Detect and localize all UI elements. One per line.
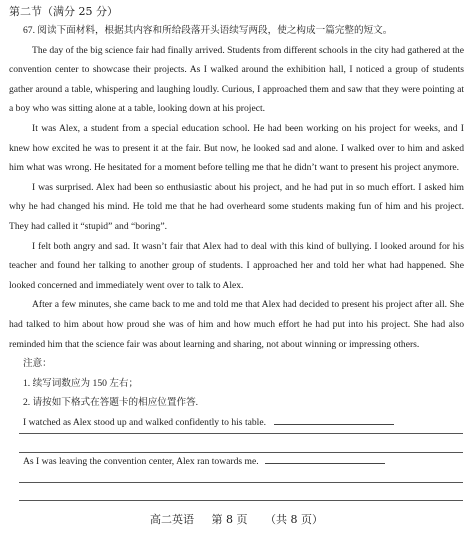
footer-total: （共 8 页） [265, 513, 323, 526]
prompt-2-text: As I was leaving the convention center, Alex ran towards me. [23, 456, 259, 467]
answer-line[interactable] [19, 433, 463, 434]
answer-blank-1[interactable] [274, 423, 394, 425]
paragraph-1: The day of the big science fair had finally arrived. Students from different schools in the city had gathered at the convention center to showcase their projects. As I walked around the exhibition hall, I noticed a group of students gather around a table, whispering and laughing loudly. Curious, I approached them and saw that they were pointing at a boy who was sitting alone at a table, looking down at his project. [9, 44, 464, 115]
paragraph-2: It was Alex, a student from a special education school. He had been working on his project for weeks, and I knew how excited he was to present it at the fair. But now, he looked sad and alone. I walked over to him and asked him what was wrong. He hesitated for a moment before telling me that he didn’t want to present his project anymore. [9, 122, 464, 174]
section-title: 第二节（满分 25 分） [9, 5, 118, 18]
notes-heading: 注意： [23, 358, 52, 370]
second-prompt-block [9, 452, 464, 472]
question-instruction: 67. 阅读下面材料，根据其内容和所给段落开头语续写两段，使之构成一篇完整的短文。 [23, 25, 393, 36]
paragraph-3: I was surprised. Alex had been so enthusiastic about his project, and he had put in so much effort. I asked him why he had changed his mind. He told me that he had overheard some students making fun of him and his project. They had called it “stupid” and “boring”. [9, 181, 464, 232]
note-item-1: 1. 续写词数应为 150 左右； [23, 377, 139, 389]
prompt-1-text: I watched as Alex stood up and walked confidently to his table. [23, 416, 266, 428]
prompt-2 [9, 452, 464, 472]
reading-material [9, 21, 464, 432]
page-footer [0, 513, 473, 527]
answer-line[interactable] [19, 482, 463, 483]
paragraph-5: After a few minutes, she came back to me and told me that Alex had decided to present his project after all. She had talked to him about how proud she was of him and how much effort he had put into his project. She had also reminded him that the science fair was about learning and sharing, not about winning or impressing others. [9, 299, 464, 350]
answer-line[interactable] [19, 500, 463, 501]
footer-subject: 高二英语 [150, 513, 194, 526]
note-item-2: 2. 请按如下格式在答题卡的相应位置作答. [23, 397, 199, 409]
prompt-1 [9, 413, 464, 433]
footer-page: 第 8 页 [211, 513, 248, 526]
answer-blank-2[interactable] [265, 462, 385, 464]
paragraph-4: I felt both angry and sad. It wasn’t fair that Alex had to deal with this kind of bullying. I looked around for his teacher and found her talking to another group of students. I approached her and told her what had happened. She looked concerned and immediately went over to talk to Alex. [9, 240, 464, 291]
